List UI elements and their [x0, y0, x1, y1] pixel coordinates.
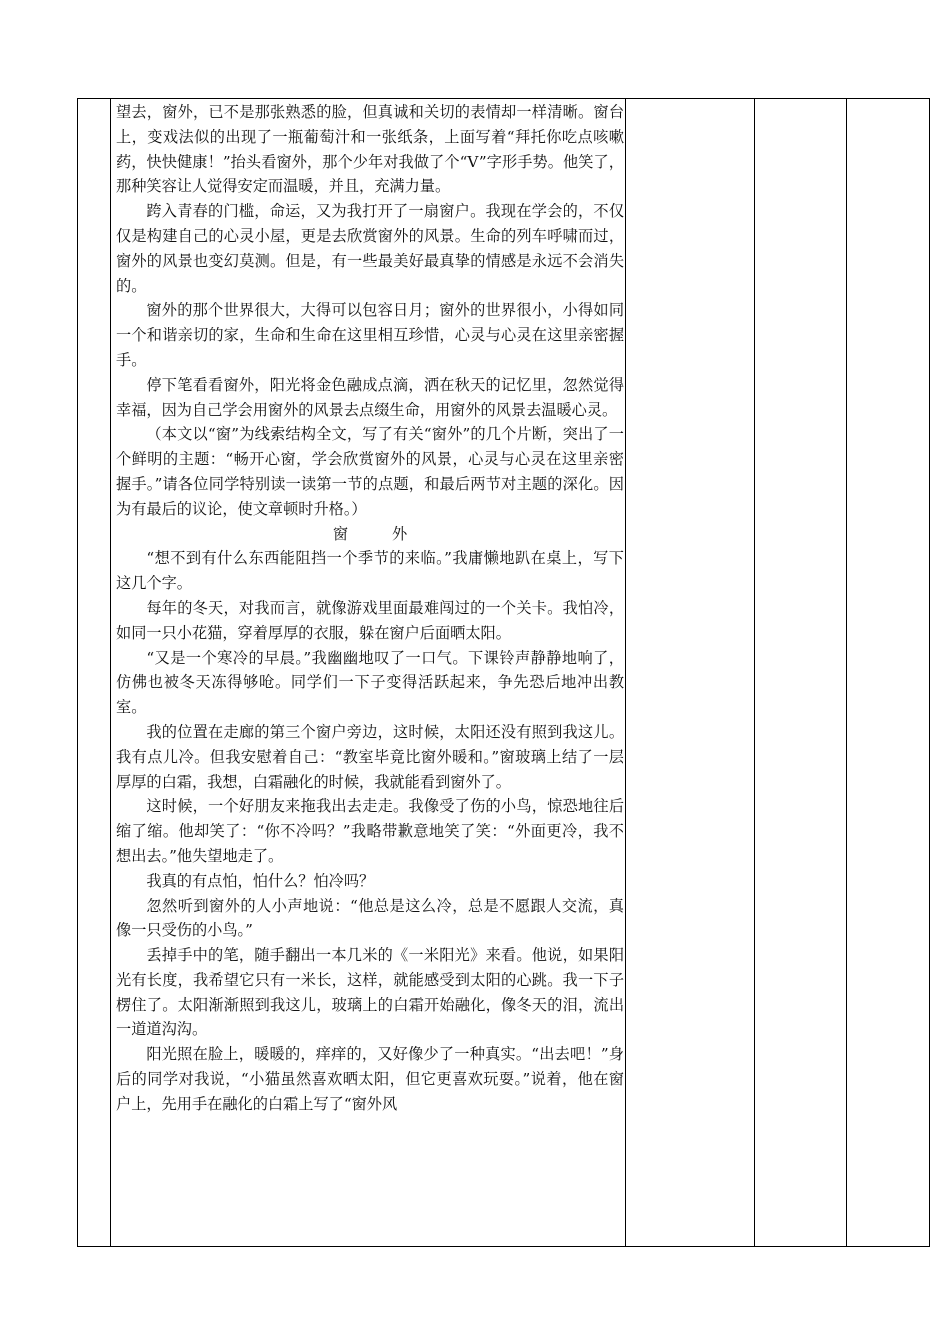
title-char-2: 外: [392, 524, 408, 543]
paragraph: “又是一个寒冷的早晨。”我幽幽地叹了一口气。下课铃声静静地响了，仿佛也被冬天冻得够呛。同学们一下子变得活跃起来，争先恐后地冲出教室。: [116, 648, 624, 717]
column-divider-4: [846, 99, 847, 1246]
column-divider-2: [625, 99, 626, 1246]
paragraph: 阳光照在脸上，暖暖的，痒痒的，又好像少了一种真实。“出去吧！”身后的同学对我说，“小猫虽然喜欢晒太阳，但它更喜欢玩耍。”说着，他在窗户上，先用手在融化的白霜上写了“窗外风: [116, 1045, 624, 1113]
paragraph: 我真的有点怕，怕什么？怕冷吗？: [146, 871, 375, 890]
commentary-paragraph: （本文以“窗”为线索结构全文，写了有关“窗外”的几个片断，突出了一个鲜明的主题：“畅开心窗，学会欣赏窗外的风景，心灵与心灵在这里亲密握手。”请各位同学特别读一读第一节的点题，和最后两节对主题的深化。因为有最后的议论，使文章顿时升格。）: [116, 425, 624, 518]
column-divider-1: [110, 99, 111, 1246]
title-char-1: 窗: [332, 524, 348, 543]
paragraph: 丢掉手中的笔，随手翻出一本几米的《一米阳光》来看。他说，如果阳光有长度，我希望它只有一米长，这样，就能感受到太阳的心跳。我一下子楞住了。太阳渐渐照到我这儿，玻璃上的白霜开始融化，像冬天的泪，流出一道道沟沟。: [116, 946, 624, 1039]
text-column: [116, 100, 624, 1117]
paragraph: 窗外的那个世界很大，大得可以包容日月；窗外的世界很小，小得如同一个和谐亲切的家，生命和生命在这里相互珍惜，心灵与心灵在这里亲密握手。: [116, 301, 624, 369]
paragraph: 我的位置在走廊的第三个窗户旁边，这时候，太阳还没有照到我这儿。我有点儿冷。但我安慰着自己：“教室毕竟比窗外暖和。”窗玻璃上结了一层厚厚的白霜，我想，白霜融化的时候，我就能看到窗外了。: [116, 722, 624, 791]
column-divider-3: [754, 99, 755, 1246]
paragraph: 忽然听到窗外的人小声地说：“他总是这么冷，总是不愿跟人交流，真像一只受伤的小鸟。”: [116, 896, 624, 940]
paragraph: 每年的冬天，对我而言，就像游戏里面最难闯过的一个关卡。我怕冷，如同一只小花猫，穿着厚厚的衣服，躲在窗户后面晒太阳。: [116, 598, 624, 642]
paragraph: 望去，窗外，已不是那张熟悉的脸，但真诚和关切的表情却一样清晰。窗台上，变戏法似的出现了一瓶葡萄汁和一张纸条，上面写着“拜托你吃点咳嗽药，快快健康！”抬头看窗外，那个少年对我做了个“V”字形手势。他笑了，那种笑容让人觉得安定而温暖，并且，充满力量。: [116, 103, 624, 196]
paragraph: “想不到有什么东西能阻挡一个季节的来临。”我庸懒地趴在桌上，写下这几个字。: [116, 549, 624, 593]
paragraph: 这时候，一个好朋友来拖我出去走走。我像受了伤的小鸟，惊恐地往后缩了缩。他却笑了：“你不冷吗？”我略带歉意地笑了笑：“外面更冷，我不想出去。”他失望地走了。: [116, 797, 624, 865]
paragraph: 跨入青春的门槛，命运，又为我打开了一扇窗户。我现在学会的，不仅仅是构建自己的心灵小屋，更是去欣赏窗外的风景。生命的列车呼啸而过，窗外的风景也变幻莫测。但是，有一些最美好最真挚的情感是永远不会消失的。: [116, 202, 624, 295]
paragraph: 停下笔看看窗外，阳光将金色融成点滴，洒在秋天的记忆里，忽然觉得幸福，因为自己学会用窗外的风景去点缀生命，用窗外的风景去温暖心灵。: [116, 375, 624, 419]
essay-title: [116, 522, 624, 547]
